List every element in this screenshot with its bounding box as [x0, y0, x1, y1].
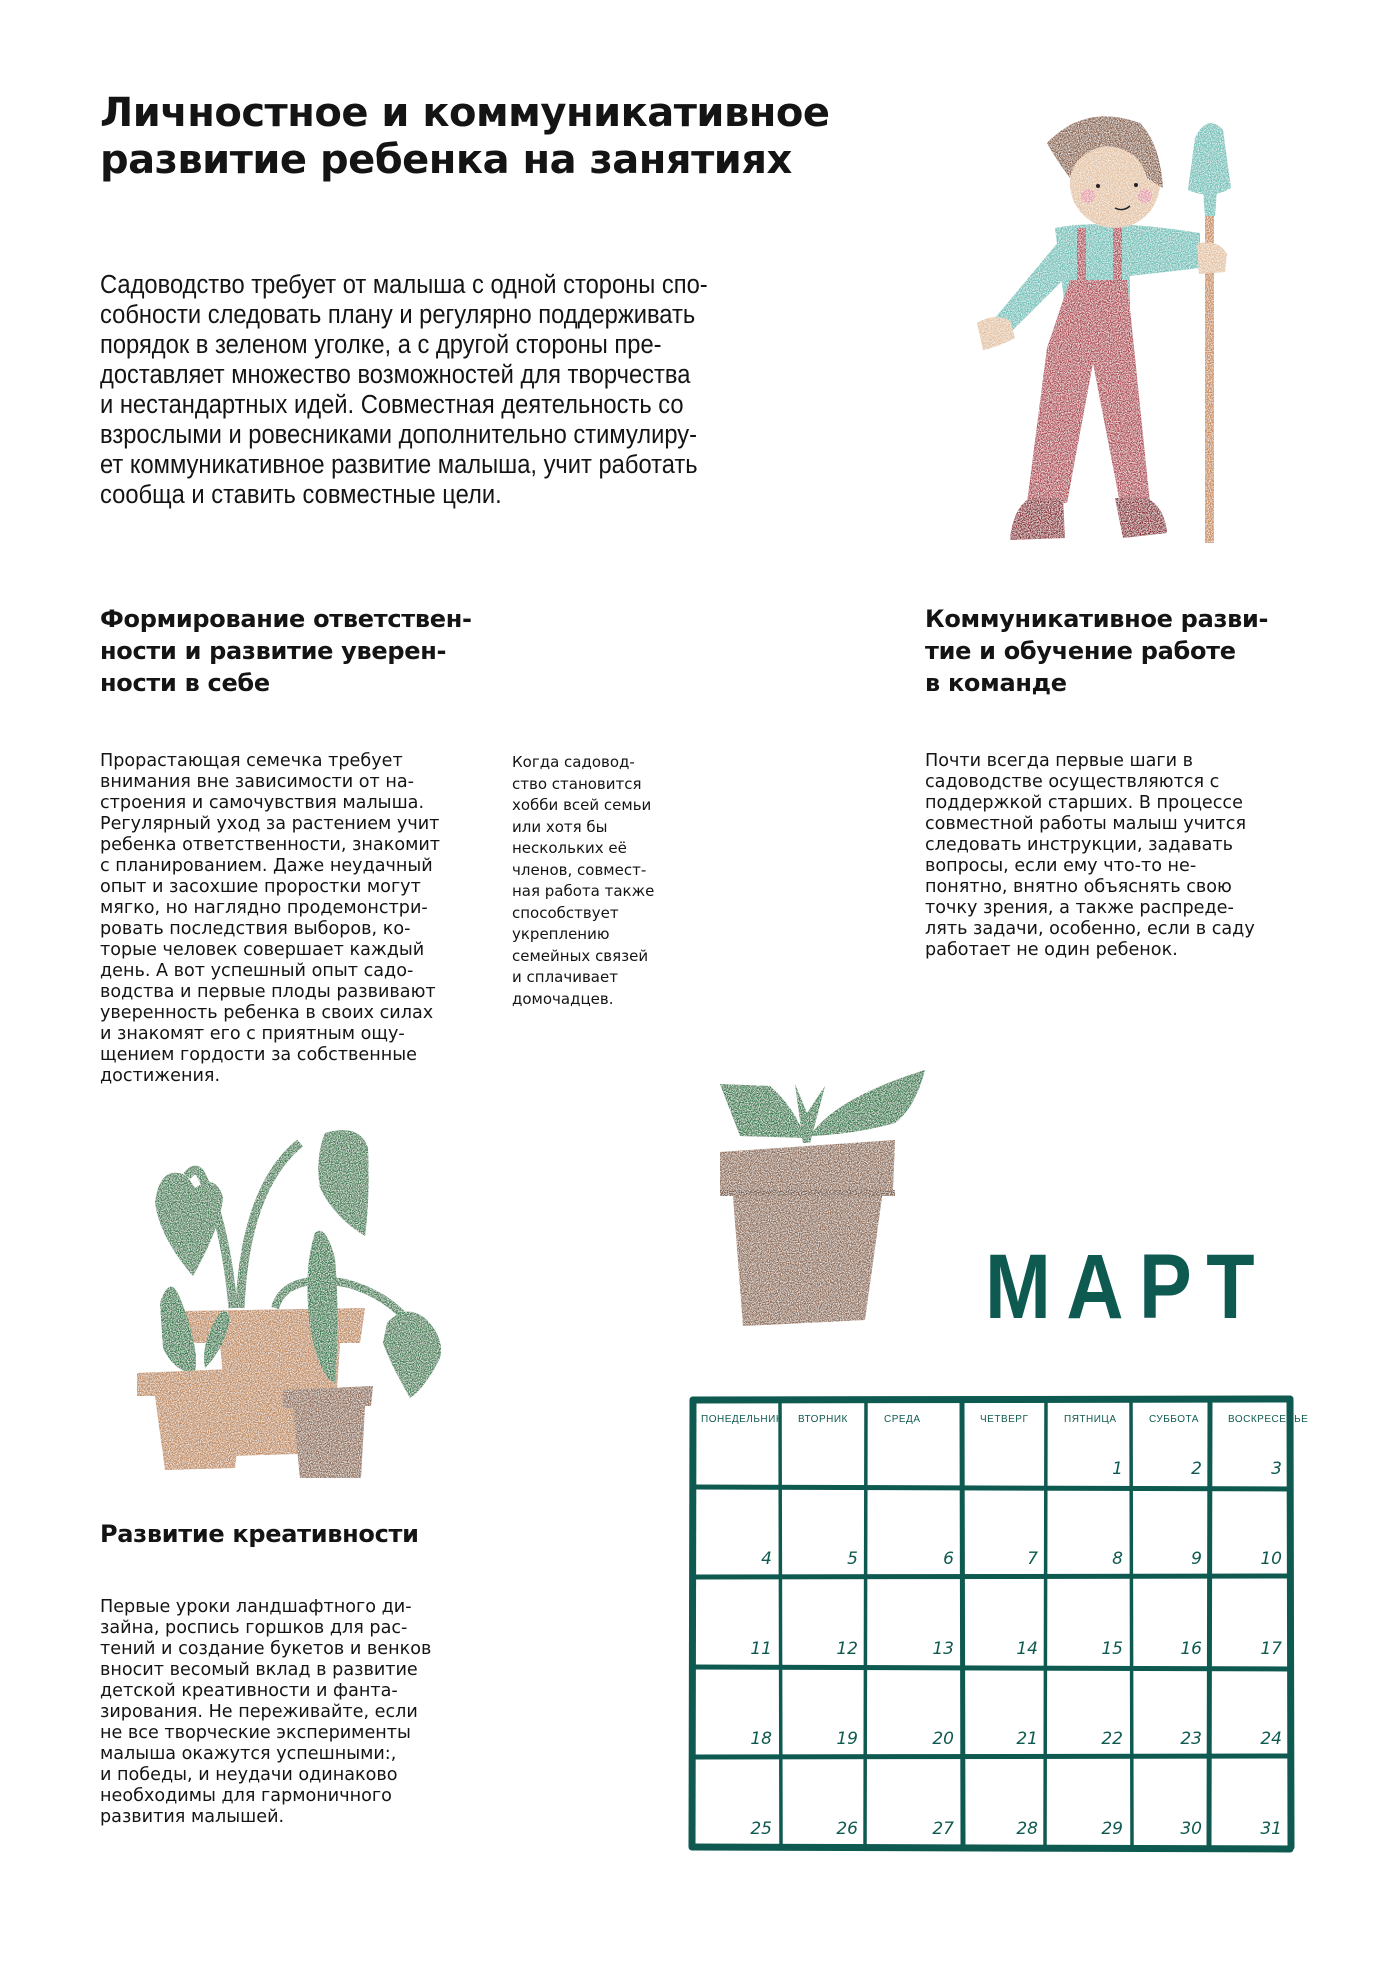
body-line: садоводстве осуществляются с: [925, 772, 1220, 792]
calendar-column-line: [865, 1400, 866, 1847]
body-line: ровать последствия выборов, ко-: [100, 919, 411, 939]
boy-with-shovel-illustration: [955, 108, 1285, 568]
body-line: тений и создание букетов и венков: [100, 1639, 432, 1659]
intro-line: собности следовать плану и регулярно поддерживать: [100, 301, 696, 329]
strap: [1113, 226, 1122, 283]
body-line: Первые уроки ландшафтного ди-: [100, 1597, 412, 1617]
body-line: достижения.: [100, 1066, 221, 1086]
calendar-row-line: [693, 1576, 1290, 1577]
pot-rim-shadow: [720, 1190, 895, 1196]
body-line: необходимы для гармоничного: [100, 1786, 392, 1806]
calendar-weekday-3: ЧЕТВЕРГ: [980, 1414, 1029, 1425]
calendar-day[interactable]: 30: [1180, 1819, 1202, 1839]
calendar-row-line: [693, 1487, 1290, 1489]
calendar-day[interactable]: 1: [1112, 1459, 1123, 1479]
body-line: торые человек совершает каждый: [100, 940, 425, 960]
section-heading-teamwork: [925, 603, 1268, 699]
body-line: щением гордости за собственные: [100, 1045, 417, 1065]
body-line: день. А вот успешный опыт садо-: [100, 961, 414, 981]
body-line: и победы, и неудачи одинаково: [100, 1765, 398, 1785]
calendar-day[interactable]: 18: [750, 1729, 772, 1749]
body-line: с планированием. Даже неудачный: [100, 856, 433, 876]
calendar-weekday-4: ПЯТНИЦА: [1064, 1414, 1117, 1425]
calendar-weekday-5: СУББОТА: [1149, 1414, 1199, 1425]
leaf: [318, 1130, 368, 1236]
intro-line: сообща и ставить совместные цели.: [100, 481, 502, 509]
calendar-weekday-2: СРЕДА: [884, 1414, 921, 1425]
pot: [720, 1140, 895, 1326]
calendar-day[interactable]: 13: [932, 1639, 954, 1659]
body-line: понятно, внятно объяснять свою: [925, 877, 1232, 897]
body-line: внимания вне зависимости от на-: [100, 772, 415, 792]
body-line: работает не один ребенок.: [925, 940, 1178, 960]
body-line: Прорастающая семечка требует: [100, 751, 403, 771]
page-title-line: Личностное и коммуникативное: [100, 90, 830, 136]
body-line: развития малышей.: [100, 1807, 285, 1827]
calendar-day[interactable]: 24: [1260, 1729, 1282, 1749]
sidebar-line: домочадцев.: [512, 989, 614, 1008]
section-heading-creativity: [100, 1518, 419, 1550]
hand: [977, 317, 1015, 350]
calendar-day[interactable]: 14: [1016, 1639, 1038, 1659]
calendar-border: [693, 1399, 1290, 1400]
calendar-day[interactable]: 23: [1180, 1729, 1202, 1749]
calendar-weekday-6: ВОСКРЕСЕНЬЕ: [1228, 1414, 1309, 1425]
eye: [1134, 183, 1138, 187]
leaf: [155, 1173, 223, 1276]
overalls: [1027, 280, 1150, 503]
eye: [1096, 184, 1100, 188]
sidebar-line: Когда садовод-: [512, 753, 635, 771]
boot: [1115, 498, 1167, 538]
calendar-day[interactable]: 19: [836, 1729, 858, 1749]
calendar-day[interactable]: 25: [750, 1819, 772, 1839]
strap: [1077, 228, 1086, 283]
body-line: и знакомят его с приятным ощу-: [100, 1024, 405, 1044]
heading-line: ности в себе: [100, 669, 270, 697]
calendar-border: [1290, 1400, 1291, 1847]
intro-paragraph: [100, 270, 844, 510]
section-body-teamwork: [925, 751, 1255, 961]
body-line: Почти всегда первые шаги в: [925, 751, 1194, 771]
calendar-day[interactable]: 26: [836, 1819, 858, 1839]
body-line: водства и первые плоды развивают: [100, 982, 436, 1002]
sidebar-line: семейных связей: [512, 946, 649, 965]
calendar-day[interactable]: 8: [1112, 1549, 1123, 1569]
calendar-day[interactable]: 12: [836, 1639, 858, 1659]
body-line: не все творческие эксперименты: [100, 1723, 411, 1743]
leaf: [720, 1084, 805, 1138]
body-line: Регулярный уход за растением учит: [100, 814, 440, 834]
body-line: детской креативности и фанта-: [100, 1681, 398, 1701]
cheek: [1081, 189, 1095, 203]
body-line: мягко, но наглядно продемонстри-: [100, 898, 428, 918]
calendar-weekday-0: ПОНЕДЕЛЬНИК: [701, 1414, 783, 1425]
calendar-day[interactable]: 11: [750, 1639, 772, 1659]
page-title: [100, 90, 900, 184]
heading-line: ности и развитие уверен-: [100, 637, 447, 665]
calendar-day[interactable]: 2: [1191, 1459, 1202, 1479]
calendar-day[interactable]: 28: [1016, 1819, 1038, 1839]
calendar-day[interactable]: 21: [1016, 1729, 1038, 1749]
boot: [1010, 498, 1065, 540]
hand: [1197, 242, 1227, 274]
sidebar-line: ная работа также: [512, 882, 655, 900]
body-line: зирования. Не переживайте, если: [100, 1702, 418, 1722]
sidebar-line: нескольких её: [512, 839, 627, 857]
seedling-pot-illustration: [715, 1068, 935, 1333]
calendar-column-line: [1131, 1400, 1132, 1847]
body-line: зайна, роспись горшков для рас-: [100, 1618, 408, 1638]
body-line: малыша окажутся успешными:,: [100, 1744, 397, 1764]
calendar-day[interactable]: 22: [1101, 1729, 1123, 1749]
sidebar-line: способствует: [512, 903, 619, 922]
body-line: следовать инструкции, задавать: [925, 835, 1233, 855]
intro-line: ет коммуникативное развитие малыша, учит работать: [100, 451, 698, 479]
body-line: вопросы, если ему что-то не-: [925, 856, 1197, 876]
heading-line: Коммуникативное разви-: [925, 605, 1269, 633]
body-line: вносит весомый вклад в развитие: [100, 1660, 418, 1680]
calendar-border: [693, 1847, 1290, 1849]
body-line: ребенка ответственности, знакомит: [100, 835, 441, 855]
body-line: точку зрения, а также распреде-: [925, 898, 1234, 918]
heading-line: в команде: [925, 669, 1067, 697]
leaf: [160, 1287, 196, 1373]
calendar-grid: [693, 1400, 1309, 1847]
sidebar-line: или хотя бы: [512, 817, 608, 836]
calendar-day[interactable]: 16: [1180, 1639, 1202, 1659]
leaf: [810, 1070, 925, 1136]
section-body-creativity: [100, 1597, 431, 1828]
calendar-weekday-1: ВТОРНИК: [798, 1414, 848, 1425]
calendar-column-line: [1045, 1400, 1046, 1847]
potted-plants-illustration: [125, 1128, 465, 1488]
calendar-day[interactable]: 27: [932, 1819, 954, 1839]
section-heading-responsibility: [100, 603, 472, 699]
body-line: поддержкой старших. В процессе: [925, 793, 1243, 813]
calendar-day[interactable]: 15: [1101, 1639, 1123, 1659]
sidebar-line: хобби всей семьи: [512, 796, 652, 814]
calendar-day[interactable]: 4: [761, 1549, 772, 1569]
calendar-day[interactable]: 5: [847, 1549, 858, 1569]
calendar-row-line: [693, 1756, 1290, 1757]
heading-line: Развитие креативности: [100, 1520, 419, 1548]
sidebar-line: укреплению: [512, 925, 610, 943]
body-line: совместной работы малыш учится: [925, 814, 1247, 834]
sidebar-line: и сплачивает: [512, 968, 618, 986]
calendar-day[interactable]: 6: [943, 1549, 954, 1569]
calendar-day[interactable]: 9: [1191, 1549, 1202, 1569]
body-line: строения и самочувствия малыша.: [100, 793, 425, 813]
calendar-month-title: МАРТ: [985, 1236, 1271, 1338]
sidebar-note: [512, 752, 654, 1010]
body-line: уверенность ребенка в своих силах: [100, 1003, 434, 1023]
calendar-day[interactable]: 31: [1260, 1819, 1282, 1839]
calendar-day[interactable]: 3: [1271, 1459, 1282, 1479]
shovel-blade: [1188, 123, 1231, 216]
heading-line: Формирование ответствен-: [100, 605, 472, 633]
calendar-lines: [693, 1400, 1293, 1847]
calendar-column-line: [962, 1400, 963, 1847]
calendar-day[interactable]: 17: [1260, 1639, 1282, 1659]
leaf: [383, 1312, 441, 1398]
intro-line: доставляет множество возможностей для творчества: [100, 361, 691, 389]
calendar-row-line: [693, 1667, 1290, 1669]
calendar-column-line: [780, 1400, 781, 1847]
section-body-responsibility: [100, 751, 440, 1087]
calendar-day[interactable]: 20: [932, 1729, 954, 1749]
sidebar-line: ство становится: [512, 774, 642, 793]
intro-line: и нестандартных идей. Совместная деятельность со: [100, 391, 684, 419]
sidebar-line: членов, совмест-: [512, 860, 647, 879]
page-title-line: развитие ребенка на занятиях: [100, 137, 792, 183]
calendar-day[interactable]: 29: [1101, 1819, 1123, 1839]
body-line: лять задачи, особенно, если в саду: [925, 919, 1255, 939]
calendar-day[interactable]: 7: [1027, 1549, 1038, 1569]
calendar-day[interactable]: 10: [1260, 1549, 1282, 1569]
calendar-column-line: [1209, 1400, 1210, 1847]
calendar-border: [692, 1400, 693, 1847]
body-line: опыт и засохшие проростки могут: [100, 877, 421, 897]
intro-line: порядок в зеленом уголке, а с другой стороны пре-: [100, 331, 662, 359]
heading-line: тие и обучение работе: [925, 637, 1236, 665]
cheek: [1138, 189, 1152, 203]
intro-line: взрослыми и ровесниками дополнительно стимулиру-: [100, 421, 698, 449]
intro-line: Садоводство требует от малыша с одной стороны спо-: [100, 271, 708, 299]
pot: [283, 1386, 373, 1478]
